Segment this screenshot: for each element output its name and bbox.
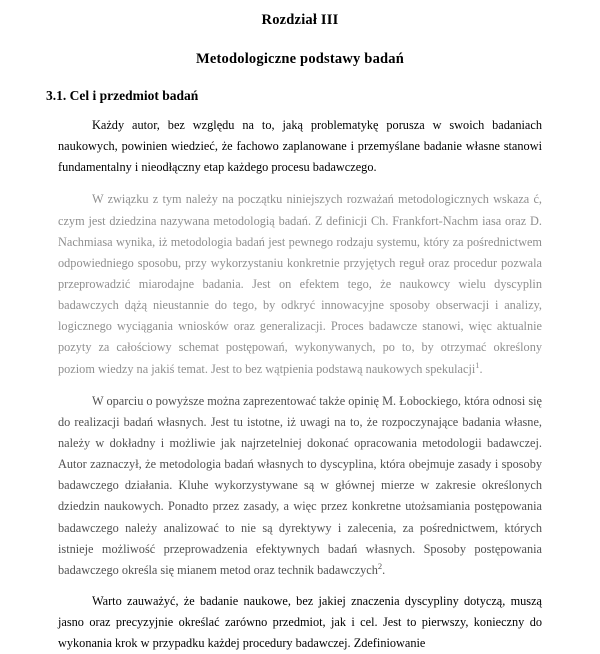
chapter-title: Rozdział III	[261, 12, 339, 28]
paragraph-2-text: W związku z tym należy na początku niniejszych rozważań metodologicznych wskaza ć, czym jest dziedzina nazywana metodologią badań. Z definicji Ch. Frankfort-Nachm iasa oraz D. Nachmiasa wynika, iż metodologia badań jest pewnego rodzaju systemu, który za pośrednictwem odpowiedniego sposobu, przy wykorzystaniu konkretnie przyjętych reguł oraz procedur pozwala przeprowadzić miarodajne badania. Jest on efektem tego, że naukowcy wielu dyscyplin badawczych dążą nieustannie do tego, by odkryć innowacyjne sposoby obserwacji i analizy, logicznego wyciągania wniosków oraz generalizacji. Proces badawcze stanowi, więc aktualnie pozyty za całościowy schemat postępowań, wykonywanych, po to, by otrzymać określony poziom wiedzy na jakiś temat. Jest to bez wątpienia podstawą naukowych spekulacji	[58, 192, 542, 376]
paragraph-3-text: W oparciu o powyższe można zaprezentować także opinię M. Łobockiego, która odnosi się do realizacji badań własnych. Jest tu istotne, iż uwagi na to, że rozpoczynające badania własne, należy w dokładny i możliwie jak najrzetelniej dokonać opracowania metodologii badawczej. Autor zaznaczył, że metodologia badań własnych to dyscyplina, która obejmuje zasady i sposoby badawczego działania. Kluhe wykorzystywane są w głównej mierze w zakresie określonych dziedzin naukowych. Ponadto przez zasady, a więc przez konkretne utożsamiania postępowania badawczego należy analizować to nie są dyrektywy i zalecenia, za pośrednictwem, których istnieje możliwość przeprowadzenia efektywnych badań własnych. Sposoby postępowania badawczego określa się mianem metod oraz technik badawczych	[58, 393, 542, 577]
paragraph-1: Każdy autor, bez względu na to, jaką problematykę porusza w swoich badaniach naukowych, powinien wiedzieć, że fachowo zaplanowane i przemyślane badanie własne stanowi fundamentalny i nieodłączny etap każdego procesu badawczego.	[58, 118, 542, 175]
footnote-marker-1: 1	[475, 359, 480, 370]
section-heading: 3.1. Cel i przedmiot badań	[46, 88, 199, 103]
paragraph-3: W oparciu o powyższe można zaprezentować także opinię M. Łobockiego, która odnosi się do realizacji badań własnych. Jest tu istotne, iż uwagi na to, że rozpoczynające badania własne, należy w dokładny i możliwie jak najrzetelniej dokonać opracowania metodologii badawczej. Autor zaznaczył, że metodologia badań własnych to dyscyplina, która obejmuje zasady i sposoby badawczego działania. Kluhe wykorzystywane są w głównej mierze w zakresie określonych dziedzin naukowych. Ponadto przez zasady, a więc przez konkretne utożsamiania postępowania badawczego należy analizować to nie są dyrektywy i zalecenia, za pośrednictwem, których istnieje możliwość przeprowadzenia efektywnych badań własnych. Sposoby postępowania badawczego określa się mianem metod oraz technik badawczych$^2$.	[58, 393, 542, 577]
paragraph-2: W związku z tym należy na początku niniejszych rozważań metodologicznych wskaza ć, czym jest dziedzina nazywana metodologią badań. Z definicji Ch. Frankfort-Nachm iasa oraz D. Nachmiasa wynika, iż metodologia badań jest pewnego rodzaju systemu, który za pośrednictwem odpowiedniego sposobu, przy wykorzystaniu konkretnie przyjętych reguł oraz procedur pozwala przeprowadzić miarodajne badania. Jest on efektem tego, że naukowcy wielu dyscyplin badawczych dążą nieustannie do tego, by odkryć innowacyjne sposoby obserwacji i analizy, logicznego wyciągania wniosków oraz generalizacji. Proces badawcze stanowi, więc aktualnie pozyty za całościowy schemat postępowań, wykonywanych, po to, by otrzymać określony poziom wiedzy na jakiś temat. Jest to bez wątpienia podstawą naukowych spekulacji$^1$.	[58, 192, 542, 376]
chapter-subtitle: Metodologiczne podstawy badań	[195, 51, 404, 67]
paragraph-4: Warto zauważyć, że badanie naukowe, bez jakiej znaczenia dyscypliny dotyczą, muszą jasno oraz precyzyjnie określać zarówno przedmiot, jak i cel. Jest to pierwszy, konieczny do wykonania krok w przypadku każdej procedury badawczej. Zdefiniowanie	[58, 593, 542, 651]
footnote-marker-2: 2	[377, 560, 383, 571]
